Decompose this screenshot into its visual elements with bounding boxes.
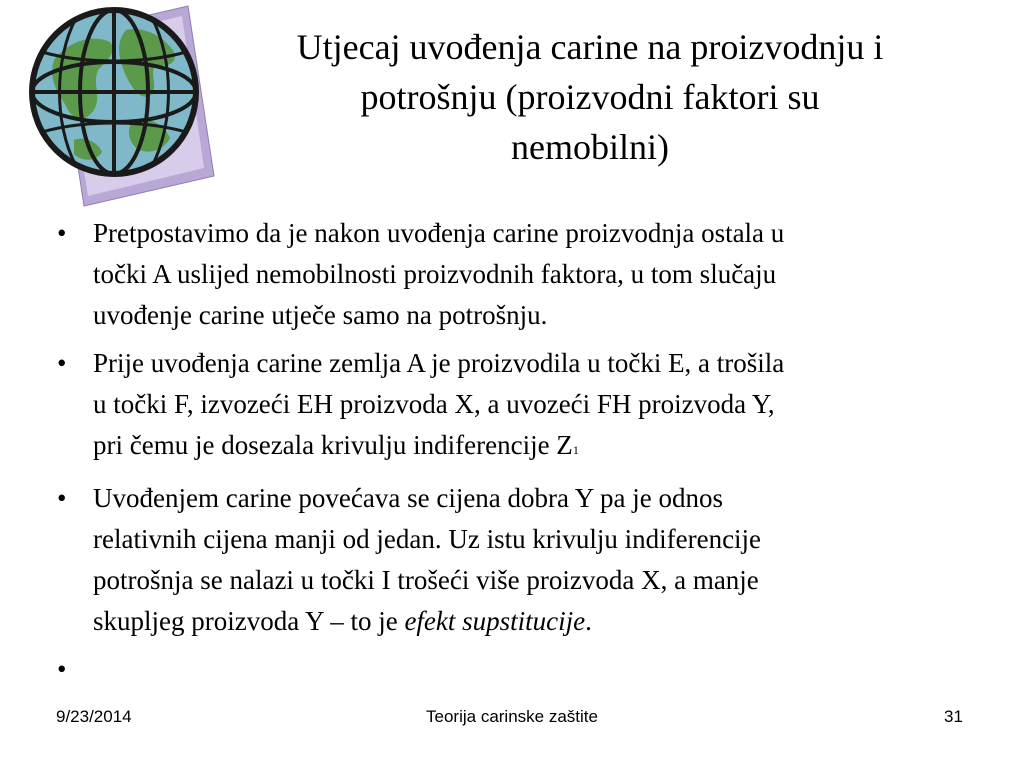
bullet-line: potrošnja se nalazi u točki I trošeći više proizvoda X, a manje (93, 565, 759, 595)
slide-title (210, 22, 970, 172)
bullet-line (93, 649, 984, 690)
bullet-line: u točki F, izvozeći EH proizvoda X, a uvozeći FH proizvoda Y, (93, 389, 775, 419)
bullet-item-empty (0, 649, 1024, 690)
bullet-item (0, 343, 1024, 471)
italic-term: efekt supstitucije (404, 606, 586, 636)
globe-clipart-icon (14, 0, 220, 214)
bullet-list (0, 213, 1024, 697)
bullet-line (93, 425, 984, 471)
bullet-text: pri čemu je dosezala krivulju indiferencije Z (93, 430, 573, 460)
bullet-item (0, 213, 1024, 336)
bullet-dot: • (57, 218, 67, 248)
bullet-line: uvođenje carine utječe samo na potrošnju. (93, 300, 548, 330)
bullet-line: Prije uvođenja carine zemlja A je proizvodila u točki E, a trošila (93, 348, 785, 378)
footer-date: 9/23/2014 (56, 707, 132, 726)
bullet-line: Uvođenjem carine povećava se cijena dobra Y pa je odnos (93, 483, 723, 513)
bullet-dot: • (57, 483, 67, 513)
bullet-line: relativnih cijena manji od jedan. Uz istu krivulju indiferencije (93, 524, 762, 554)
title-line: potrošnju (proizvodni faktori su (360, 77, 820, 117)
title-line: Utjecaj uvođenja carine na proizvodnju i (296, 27, 884, 67)
bullet-line: Pretpostavimo da je nakon uvođenja carine proizvodnja ostala u (93, 218, 785, 248)
bullet-dot: • (57, 348, 67, 378)
bullet-line (93, 601, 984, 642)
bullet-item (0, 478, 1024, 642)
bullet-dot: • (57, 654, 67, 684)
title-line: nemobilni) (511, 127, 669, 167)
bullet-text: skupljeg proizvoda Y – to je (93, 606, 405, 636)
subscript: 1 (572, 443, 579, 457)
footer-title: Teorija carinske zaštite (426, 707, 598, 726)
end-punctuation: . (585, 606, 592, 636)
footer-page-number: 31 (944, 707, 963, 726)
bullet-line: točki A uslijed nemobilnosti proizvodnih faktora, u tom slučaju (93, 259, 777, 289)
